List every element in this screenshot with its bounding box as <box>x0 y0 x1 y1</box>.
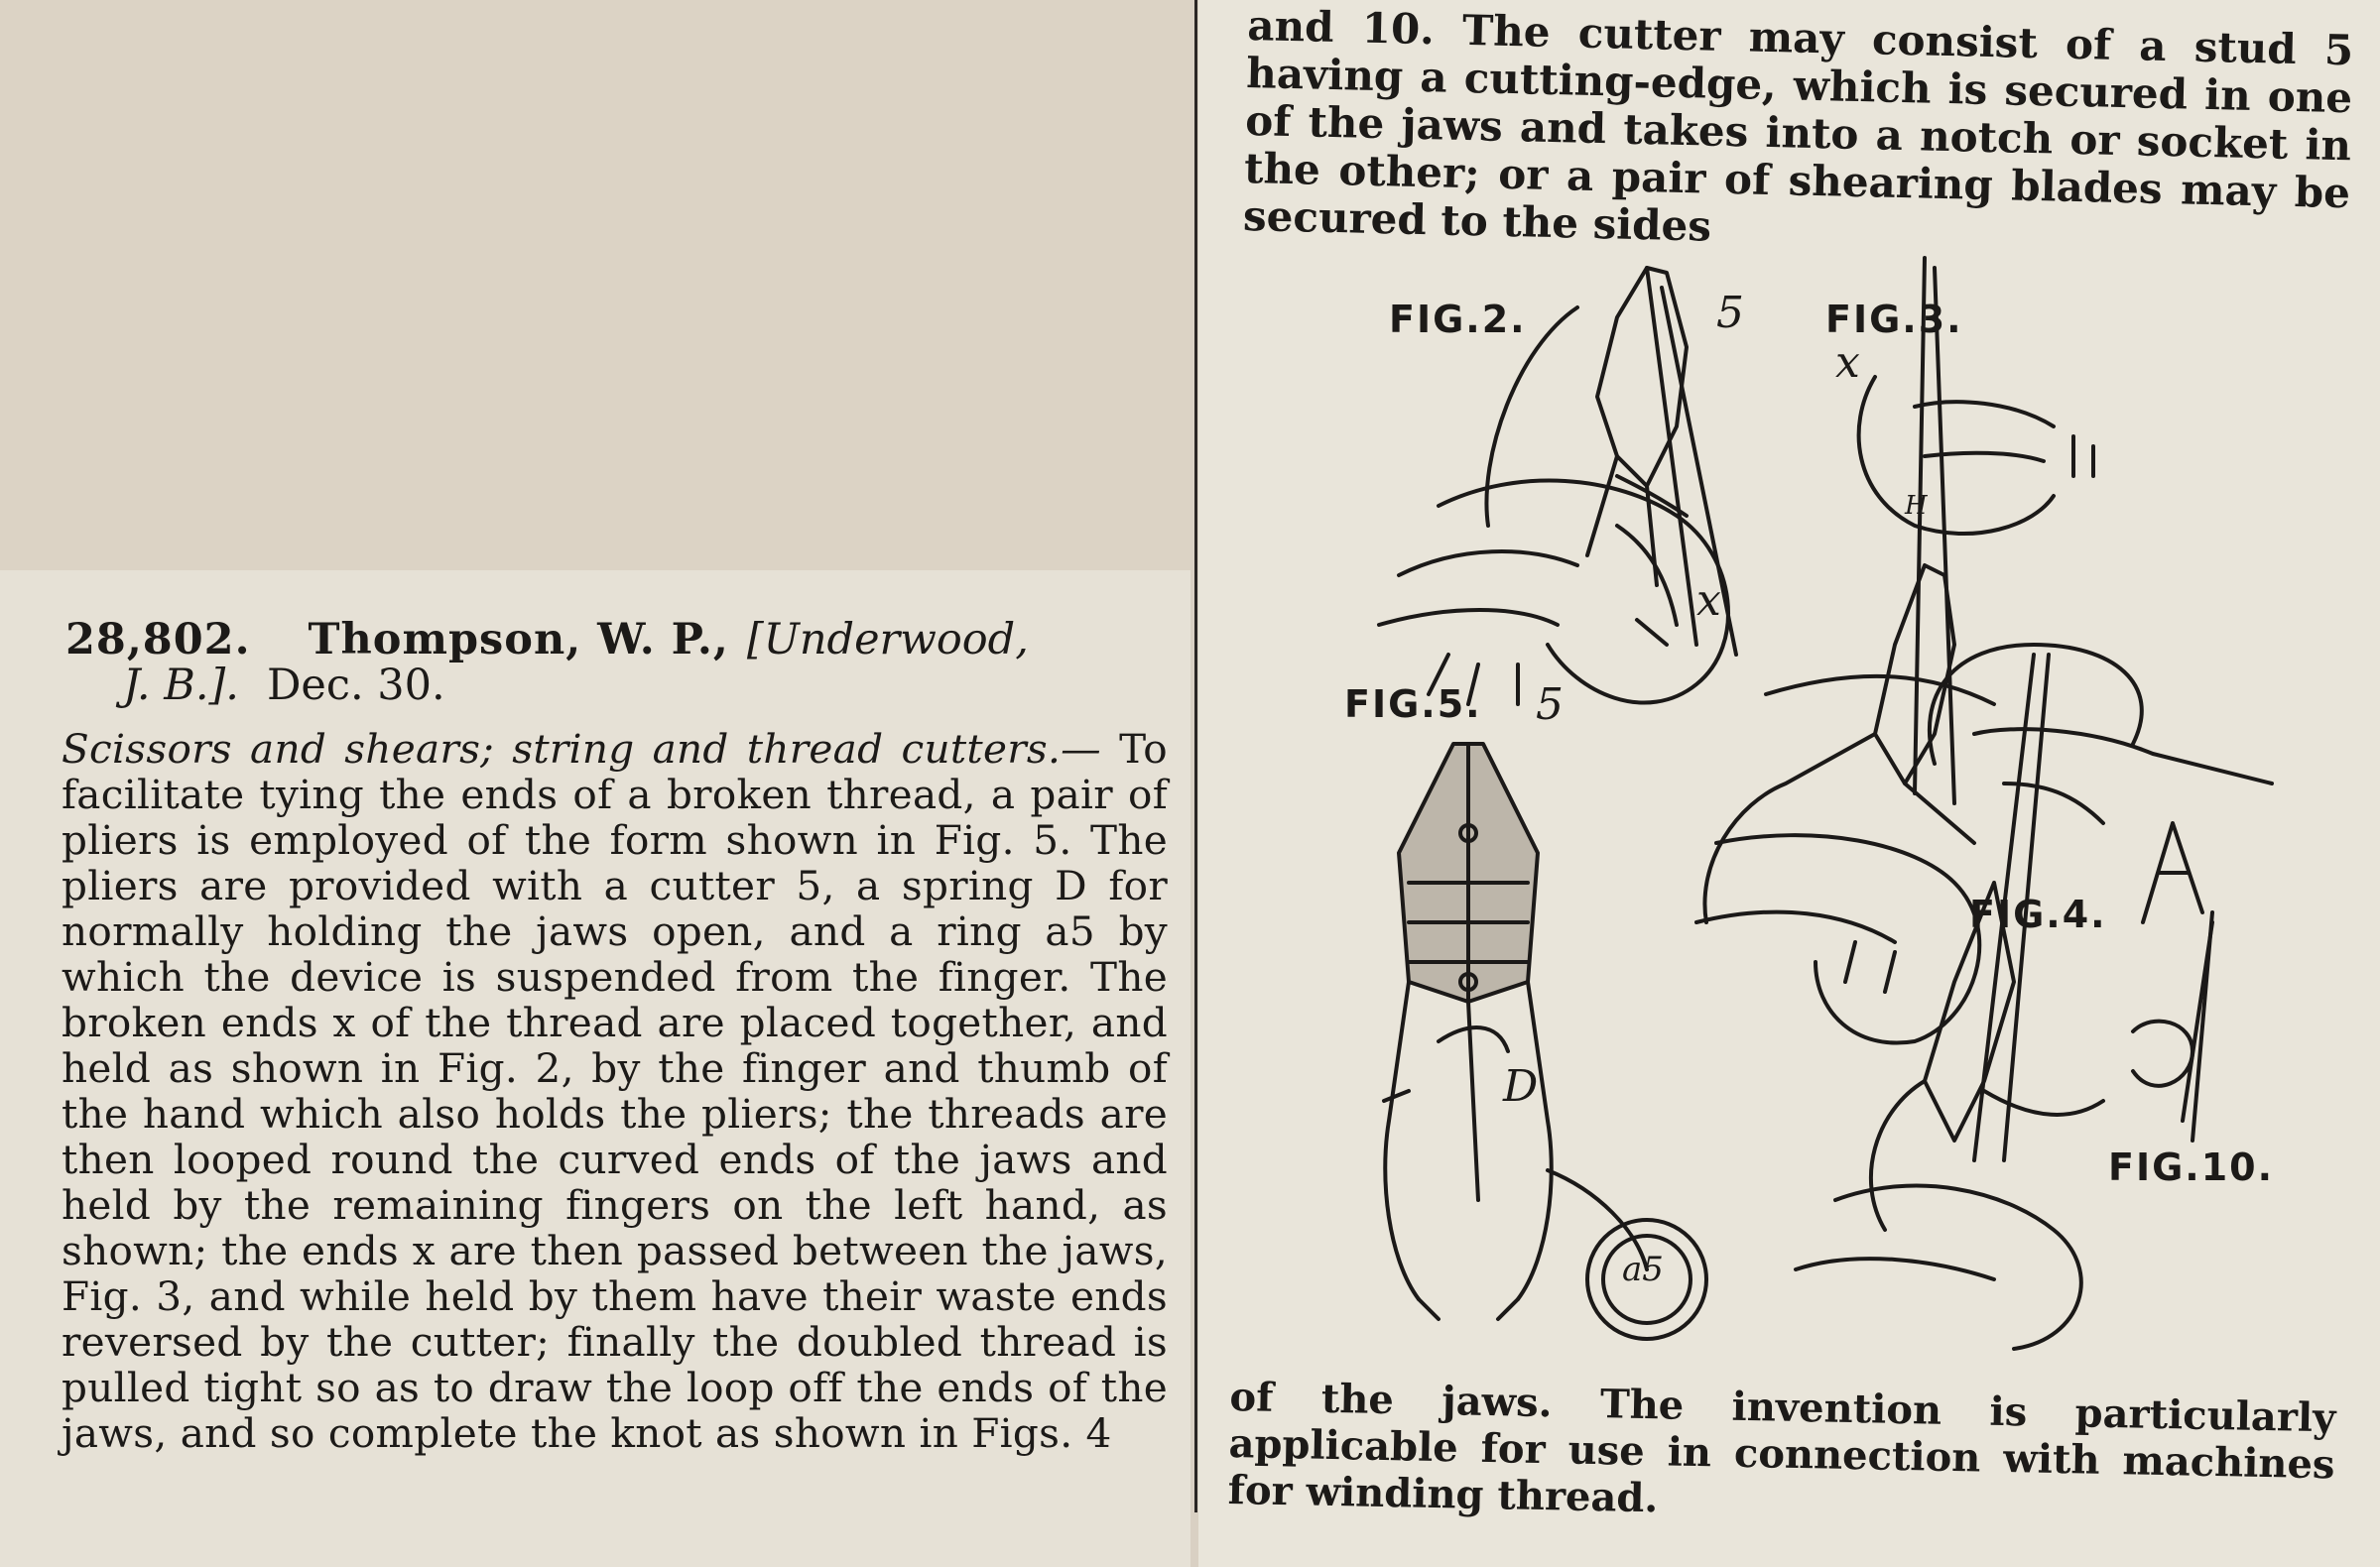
fig4-label: FIG.4. <box>1969 893 2107 936</box>
entry-heading-line-2 <box>65 663 1172 708</box>
fig5-label: FIG.5. <box>1344 682 1482 726</box>
ref-d-fig5: D <box>1503 1061 1539 1112</box>
continuation-text-bottom: of the jaws. The invention is particularly applicable for use in connection with machines for winding thread. <box>1227 1374 2336 1522</box>
column-divider <box>1194 0 1197 1512</box>
ref-5-fig5: 5 <box>1536 679 1564 730</box>
agent-name: [Underwood, <box>746 615 1029 664</box>
fig2-label: FIG.2. <box>1389 298 1527 341</box>
fig4-drawing <box>1796 645 2275 1349</box>
entry-text: To facilitate tying the ends of a broken thread, a pair of pliers is employed of the form shown in Fig. 5. The pliers are provided with a cutter 5, a spring D for normally holding the jaws open, and a ring a5 by which the device is suspended from the finger. The broken ends x of the thread are placed together, and held as shown in Fig. 2, by the finger and thumb of the hand which also holds the pliers; the threads are then looped round the curved ends of the jaws and held by the remaining fingers on the left hand, as shown; the ends x are then passed between the jaws, Fig. 3, and while held by them have their waste ends reversed by the cutter; finally the doubled thread is pulled tight so as to draw the loop off the ends of the jaws, and so complete the knot as shown in Figs. 4 <box>62 725 1168 1457</box>
entry-date: Dec. 30. <box>266 661 445 710</box>
blank-upper-area <box>0 0 1190 570</box>
patent-drawings <box>1319 228 2312 1359</box>
ref-x-fig3: x <box>1835 337 1860 388</box>
entry-subject: Scissors and shears; string and thread cutters.— <box>62 725 1101 773</box>
agent-name-cont: J. B.]. <box>123 661 239 710</box>
fig3-label: FIG.3. <box>1825 298 1963 341</box>
entry-heading <box>65 617 1172 708</box>
applicant-name: Thompson, W. P., <box>308 615 729 664</box>
entry-abstract <box>62 726 1168 1456</box>
continuation-text-top: and 10. The cutter may consist of a stud 5 having a cutting-edge, which is secured in one of the jaws and takes into a notch or socket in the other; or a pair of shearing blades may be secured to the sides <box>1242 1 2354 251</box>
patent-number: 28,802. <box>65 615 251 664</box>
ref-5-fig2: 5 <box>1716 288 1744 338</box>
drawing-strokes <box>1319 228 2312 1359</box>
ref-a5-fig5: a5 <box>1622 1250 1664 1289</box>
ref-h-fig3: H <box>1905 491 1928 521</box>
fig10-label: FIG.10. <box>2108 1145 2275 1189</box>
ref-x-fig2: x <box>1696 575 1721 626</box>
